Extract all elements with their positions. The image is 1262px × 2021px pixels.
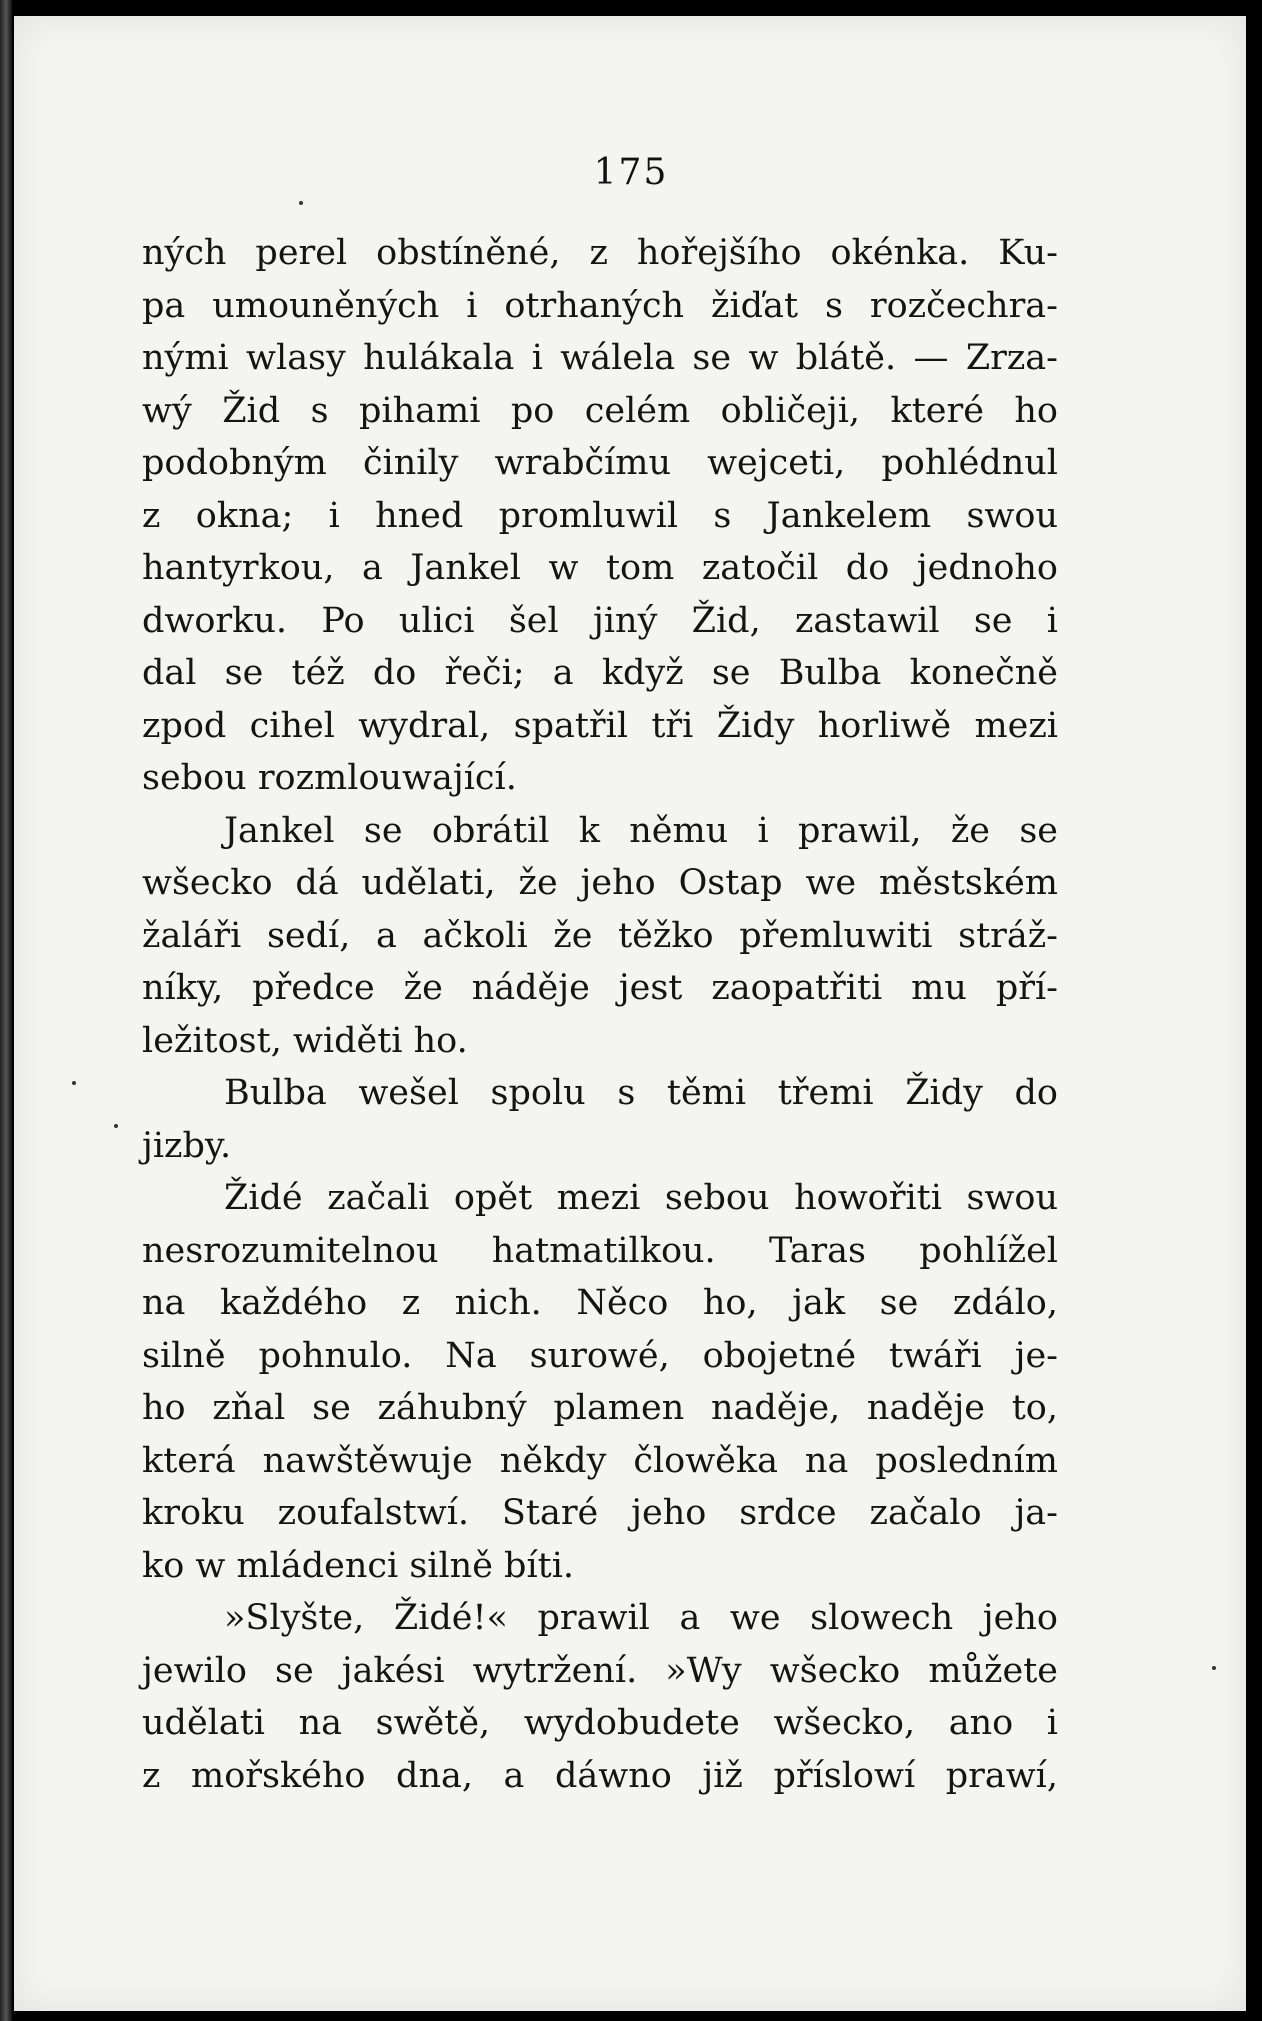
text-line: jewilo se jakési wytržení. »Wy wšecko můžete bbox=[142, 1650, 1058, 1691]
text-line: kroku zoufalstwí. Staré jeho srdce začalo ja- bbox=[142, 1493, 1058, 1533]
text-line: hantyrkou, a Jankel w tom zatočil do jednoho bbox=[142, 548, 1058, 588]
text-line: žaláři sedí, a ačkoli že těžko přemluwiti stráž- bbox=[142, 915, 1058, 956]
text-line: wšecko dá udělati, že jeho Ostap we městském bbox=[142, 863, 1058, 903]
page-number: 175 bbox=[593, 152, 669, 193]
text-line: ko w mládenci silně bíti. bbox=[142, 1545, 575, 1586]
text-line: dworku. Po ulici šel jiný Žid, zastawil se i bbox=[142, 600, 1058, 641]
ink-speck bbox=[114, 1124, 118, 1128]
text-line: z mořského dna, a dáwno již příslowí prawí, bbox=[142, 1755, 1058, 1796]
text-line: na každého z nich. Něco ho, jak se zdálo, bbox=[142, 1283, 1058, 1323]
text-line: která nawštěwuje někdy člowěka na posledním bbox=[142, 1440, 1058, 1481]
text-line: udělati na swětě, wydobudete wšecko, ano i bbox=[142, 1703, 1058, 1743]
text-line: zpod cihel wydral, spatřil tři Židy horliwě mezi bbox=[142, 705, 1058, 746]
text-line: Jankel se obrátil k němu i prawil, že se bbox=[224, 810, 1058, 851]
ink-speck bbox=[1212, 1666, 1216, 1670]
text-line: ho zňal se záhubný plamen naděje, naděje to, bbox=[142, 1388, 1058, 1428]
text-line: dal se též do řeči; a když se Bulba konečně bbox=[142, 653, 1058, 693]
text-line: nesrozumitelnou hatmatilkou. Taras pohlížel bbox=[142, 1230, 1058, 1271]
text-line: sebou rozmlouwající. bbox=[142, 758, 517, 798]
text-line: jizby. bbox=[142, 1125, 232, 1166]
binding-edge bbox=[0, 0, 12, 2021]
text-line: níky, předce že náděje jest zaopatřiti mu pří- bbox=[142, 968, 1058, 1008]
text-line: Židé začali opět mezi sebou howořiti swou bbox=[224, 1178, 1058, 1218]
text-line: nými wlasy hulákala i wálela se w blátě. — Zrza- bbox=[142, 338, 1058, 378]
text-line: podobným činily wrabčímu wejceti, pohlédnul bbox=[142, 443, 1058, 483]
body-text bbox=[142, 227, 1058, 1802]
text-line: z okna; i hned promluwil s Jankelem swou bbox=[142, 495, 1058, 536]
text-line: wý Žid s pihami po celém obličeji, které ho bbox=[142, 390, 1058, 431]
text-line: Bulba wešel spolu s těmi třemi Židy do bbox=[224, 1073, 1058, 1113]
text-line: ležitost, widěti ho. bbox=[142, 1020, 468, 1061]
ink-speck bbox=[299, 201, 303, 205]
text-line: ných perel obstíněné, z hořejšího okénka. Ku- bbox=[142, 233, 1058, 273]
ink-speck bbox=[72, 1081, 76, 1085]
text-line: silně pohnulo. Na surowé, obojetné twáři je- bbox=[142, 1335, 1058, 1376]
text-line: »Slyšte, Židé!« prawil a we slowech jeho bbox=[224, 1598, 1058, 1638]
text-line: pa umouněných i otrhaných žiďat s rozčechra- bbox=[142, 285, 1058, 326]
